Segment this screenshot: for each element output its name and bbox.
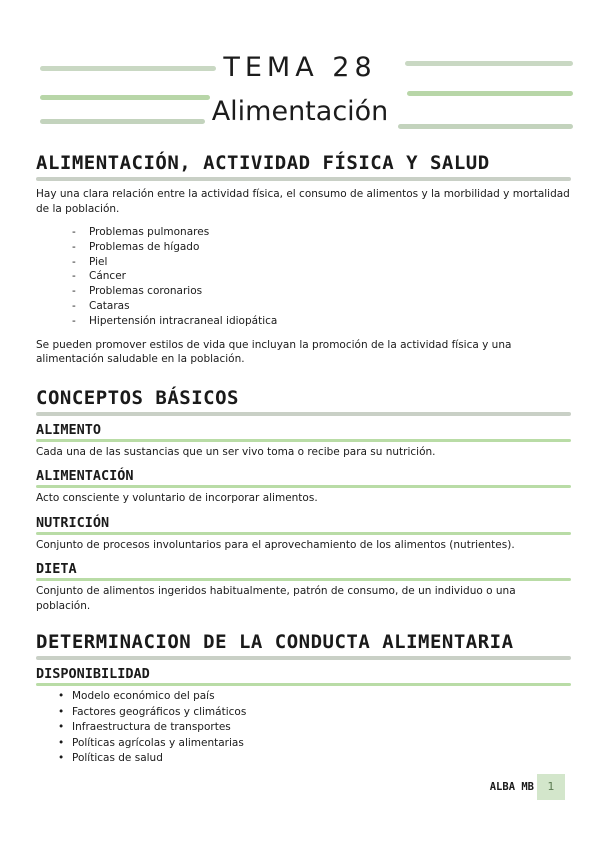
subsection-heading: DISPONIBILIDAD <box>36 666 150 683</box>
concept-term: DIETA <box>36 561 77 578</box>
page-number: 1 <box>537 774 565 800</box>
concept-definition: Acto consciente y voluntario de incorporar alimentos. <box>36 492 318 505</box>
concept-term: ALIMENTACIÓN <box>36 468 134 485</box>
list-item: - Piel <box>72 255 571 270</box>
concept-underline <box>36 439 571 442</box>
section-underline <box>36 177 571 181</box>
list-item: - Cataras <box>72 299 571 314</box>
section-outro: Se pueden promover estilos de vida que incluyan la promoción de la actividad física y una alimentación saludable en la población. <box>36 338 512 366</box>
list-item: - Problemas coronarios <box>72 284 571 299</box>
list-item: - Cáncer <box>72 269 571 284</box>
section-underline <box>36 412 571 416</box>
list-item: • Modelo económico del país <box>58 689 571 705</box>
concept-term: NUTRICIÓN <box>36 514 110 531</box>
list-item: - Hipertensión intracraneal idiopática <box>72 314 571 329</box>
section-heading: CONCEPTOS BÁSICOS <box>36 386 239 409</box>
list-item: • Políticas agrícolas y alimentarias <box>58 736 571 752</box>
list-item: • Factores geográficos y climáticos <box>58 705 571 721</box>
concept-term: ALIMENTO <box>36 421 102 438</box>
section-heading: ALIMENTACIÓN, ACTIVIDAD FÍSICA Y SALUD <box>36 152 490 174</box>
section-underline <box>36 656 571 660</box>
page-title: TEMA 28 <box>223 52 377 83</box>
health-problems-list <box>72 225 571 329</box>
subsection-underline <box>36 683 571 686</box>
list-item: - Problemas pulmonares <box>72 225 571 240</box>
concept-definition: Conjunto de alimentos ingeridos habitualmente, patrón de consumo, de un individuo o una población. <box>36 585 516 612</box>
footer-author: ALBA MB <box>489 781 534 793</box>
list-item: - Problemas de hígado <box>72 240 571 255</box>
section-heading: DETERMINACION DE LA CONDUCTA ALIMENTARIA <box>36 631 514 654</box>
concept-underline <box>36 578 571 581</box>
concept-definition: Conjunto de procesos involuntarios para el aprovechamiento de los alimentos (nutrientes). <box>36 538 515 551</box>
section-intro: Hay una clara relación entre la actividad física, el consumo de alimentos y la morbilidad y mortalidad de la población. <box>36 188 570 215</box>
list-item: • Infraestructura de transportes <box>58 720 571 736</box>
concept-definition: Cada una de las sustancias que un ser vivo toma o recibe para su nutrición. <box>36 445 436 458</box>
concept-underline <box>36 532 571 535</box>
availability-factors-list <box>58 689 571 767</box>
concept-underline <box>36 485 571 488</box>
page-subtitle: Alimentación <box>211 96 389 127</box>
document-body <box>36 152 571 767</box>
list-item: • Políticas de salud <box>58 751 571 767</box>
